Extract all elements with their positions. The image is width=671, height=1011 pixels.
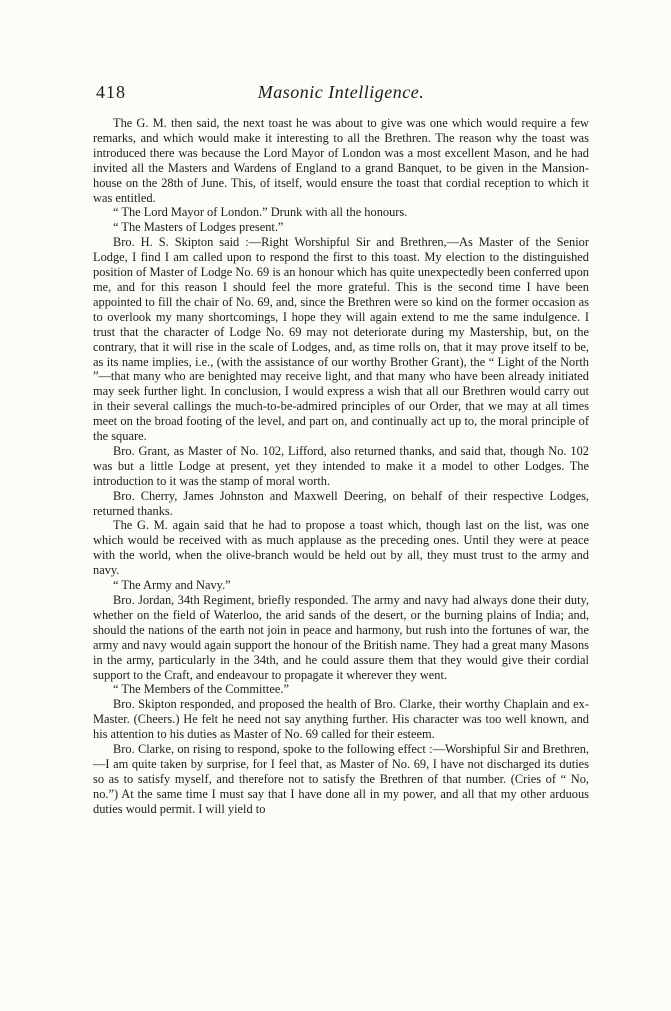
- paragraph: The G. M. again said that he had to propose a toast which, though last on the list, was one which would be received with as much applause as the preceding ones. Until they were at peace with the world, when the olive-branch would be held out by all, they must trust to the army and navy.: [93, 518, 589, 578]
- paragraph: Bro. Clarke, on rising to respond, spoke to the following effect :—Worshipful Sir and Brethren,—I am quite taken by surprise, for I feel that, as Master of No. 69, I have not discharged its duties so as to satisfy myself, and therefore not to satisfy the Brethren of that number. (Cries of “ No, no.”) At the same time I must say that I have done all in my power, and all that my other arduous duties would permit. I will yield to: [93, 742, 589, 816]
- paragraph: Bro. H. S. Skipton said :—Right Worshipful Sir and Brethren,—As Master of the Senior Lodge, I find I am called upon to respond the first to this toast. My election to the distinguished position of Master of Lodge No. 69 is an honour which has quite unexpectedly been conferred upon me, and for this reason I should feel the more grateful. This is the second time I have been appointed to fill the chair of No. 69, and, since the Brethren were so kind on the former occasion as to overlook my many shortcomings, I hope they will again extend to me the same indulgence. I trust that the character of Lodge No. 69 may not deteriorate during my Mastership, but, on the contrary, that it will rise in the scale of Lodges, and, as time rolls on, that it may prove itself to be, as its name implies, i.e., (with the assistance of our worthy Brother Grant), the “ Light of the North ”—that many who are benighted may receive light, and that many who have been already initiated may seek further light. In conclusion, I would express a wish that all our Brethren would carry out in their several callings the much-to-be-admired principles of our Order, that we may at all times meet on the broad footing of the level, and part on, and continually act up to, the moral principle of the square.: [93, 235, 589, 444]
- page-header: [93, 82, 589, 108]
- paragraph: “ The Army and Navy.”: [113, 578, 231, 593]
- paragraph: Bro. Grant, as Master of No. 102, Lifford, also returned thanks, and said that, though No. 102 was but a little Lodge at present, yet they intended to make it a model to other Lodges. The introduction to it was the stamp of moral worth.: [93, 443, 589, 488]
- running-title: Masonic Intelligence.: [257, 82, 425, 102]
- page-number: 418: [96, 82, 126, 102]
- body-text: [93, 116, 589, 817]
- paragraph: The G. M. then said, the next toast he was about to give was one which would require a few remarks, and which would make it interesting to all the Brethren. The reason why the toast was introduced there was because the Lord Mayor of London was a most excellent Mason, and he had invited all the Masters and Wardens of England to a grand Banquet, to be given in the Mansion-house on the 28th of June. This, of itself, would ensure the toast that cordial reception to which it was entitled.: [93, 116, 589, 205]
- paragraph: “ The Members of the Committee.”: [113, 682, 289, 697]
- paragraph: “ The Masters of Lodges present.”: [113, 220, 284, 235]
- paragraph: Bro. Skipton responded, and proposed the health of Bro. Clarke, their worthy Chaplain and ex-Master. (Cheers.) He felt he need not say anything further. His character was too well known, and his attention to his duties as Master of No. 69 called for their esteem.: [93, 697, 589, 742]
- paragraph: “ The Lord Mayor of London.” Drunk with all the honours.: [113, 205, 408, 220]
- paragraph: Bro. Jordan, 34th Regiment, briefly responded. The army and navy had always done their duty, whether on the field of Waterloo, the arid sands of the desert, or the burning plains of India; and, should the nations of the earth not join in peace and harmony, but rush into the fortunes of war, the army and navy would again support the honour of the British name. They had a great many Masons in the army, particularly in the 34th, and he could assure them that they would give their cordial support to the Craft, and endeavour to propagate it wherever they went.: [93, 593, 589, 682]
- paragraph: Bro. Cherry, James Johnston and Maxwell Deering, on behalf of their respective Lodges, returned thanks.: [93, 488, 589, 518]
